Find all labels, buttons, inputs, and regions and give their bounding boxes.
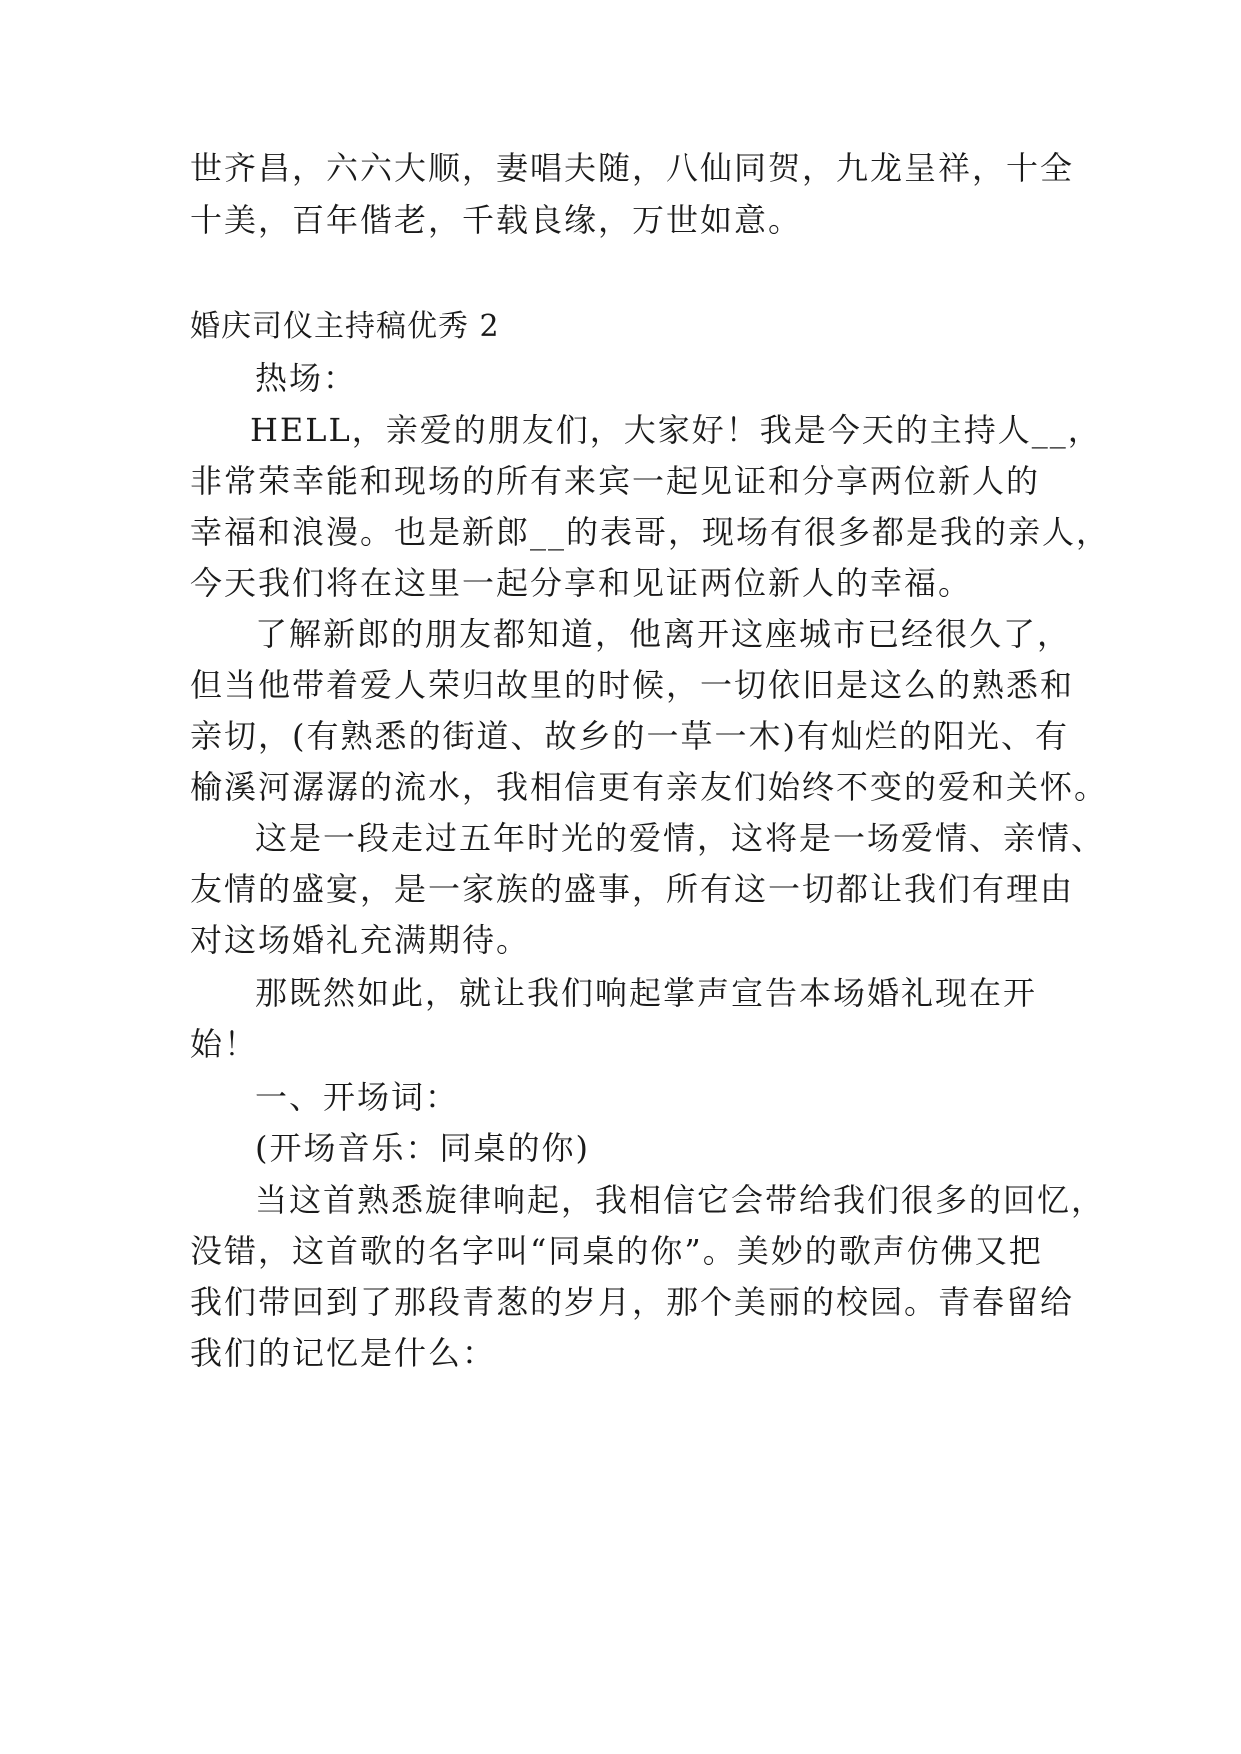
text-line: 幸福和浪漫。也是新郎__的表哥，现场有很多都是我的亲人，: [190, 513, 1111, 551]
text-line: HELL，亲爱的朋友们，大家好！我是今天的主持人__，: [250, 411, 1102, 449]
text-line: 对这场婚礼充满期待。: [190, 921, 531, 959]
text-line: 亲切，(有熟悉的街道、故乡的一草一木)有灿烂的阳光、有: [190, 717, 1069, 755]
text-line: 我们的记忆是什么：: [190, 1334, 497, 1372]
text-line: 当这首熟悉旋律响起，我相信它会带给我们很多的回忆，: [255, 1181, 1106, 1219]
text-line: 非常荣幸能和现场的所有来宾一起见证和分享两位新人的: [190, 462, 1041, 500]
text-line: 没错，这首歌的名字叫“同桌的你”。美妙的歌声仿佛又把: [190, 1232, 1043, 1270]
music-note: (开场音乐：同桌的你): [255, 1129, 590, 1167]
text-line: 那既然如此，就让我们响起掌声宣告本场婚礼现在开: [255, 974, 1038, 1012]
text-line: 友情的盛宴，是一家族的盛事，所有这一切都让我们有理由: [190, 870, 1075, 908]
text-line: 我们带回到了那段青葱的岁月，那个美丽的校园。青春留给: [190, 1283, 1075, 1321]
opening-heading: 一、开场词：: [255, 1078, 460, 1116]
text-line: 这是一段走过五年时光的爱情，这将是一场爱情、亲情、: [255, 819, 1106, 857]
text-line: 但当他带着爱人荣归故里的时候，一切依旧是这么的熟悉和: [190, 666, 1075, 704]
warmup-heading: 热场：: [255, 359, 358, 397]
text-line: 了解新郎的朋友都知道，他离开这座城市已经很久了，: [255, 615, 1072, 653]
text-line: 始！: [190, 1025, 259, 1063]
text-line: 今天我们将在这里一起分享和见证两位新人的幸福。: [190, 564, 973, 602]
text-line: 世齐昌，六六大顺，妻唱夫随，八仙同贺，九龙呈祥，十全: [190, 149, 1075, 187]
text-line: 十美，百年偕老，千载良缘，万世如意。: [190, 201, 803, 239]
section-title: 婚庆司仪主持稿优秀 2: [190, 309, 500, 344]
text-line: 榆溪河潺潺的流水，我相信更有亲友们始终不变的爱和关怀。: [190, 768, 1109, 806]
